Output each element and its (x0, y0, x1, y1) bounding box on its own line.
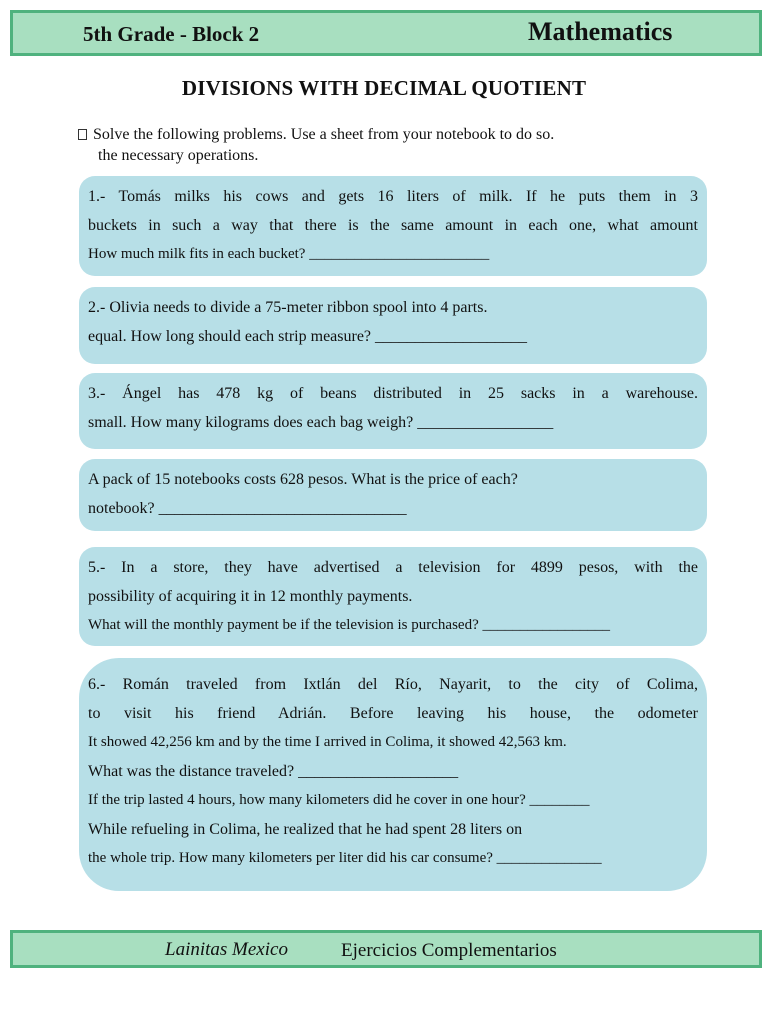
footer-series: Ejercicios Complementarios (341, 940, 557, 961)
problem-line: to visit his friend Adrián. Before leaving his house, the odometer (88, 705, 698, 722)
footer-author: Lainitas Mexico (165, 939, 288, 960)
problem-card-6 (79, 658, 707, 891)
problem-card-2 (79, 287, 707, 364)
instructions-line-1: Solve the following problems. Use a sheet from your notebook to do so. (93, 126, 555, 143)
problem-card-4 (79, 459, 707, 531)
problem-question: the whole trip. How many kilometers per liter did his car consume? ______________ (88, 850, 602, 866)
footer-band (10, 930, 762, 968)
problem-line: buckets in such a way that there is the same amount in each one, what amount (88, 217, 698, 234)
problem-line: 6.- Román traveled from Ixtlán del Río, Nayarit, to the city of Colima, (88, 676, 698, 693)
problem-line: While refueling in Colima, he realized that he had spent 28 liters on (88, 821, 523, 838)
problem-question: What will the monthly payment be if the television is purchased? _________________ (88, 617, 610, 633)
problem-question: small. How many kilograms does each bag weigh? _________________ (88, 414, 554, 431)
problem-line: possibility of acquiring it in 12 monthly payments. (88, 588, 413, 605)
instructions-line-2: the necessary operations. (98, 147, 259, 164)
problem-card-3 (79, 373, 707, 449)
problem-card-1 (79, 176, 707, 276)
problem-line: It showed 42,256 km and by the time I arrived in Colima, it showed 42,563 km. (88, 734, 567, 750)
header-band (10, 10, 762, 56)
instructions (78, 124, 554, 166)
problem-question: equal. How long should each strip measure? ___________________ (88, 328, 528, 345)
problem-line: 1.- Tomás milks his cows and gets 16 liters of milk. If he puts them in 3 (88, 188, 698, 205)
problem-question: If the trip lasted 4 hours, how many kilometers did he cover in one hour? ________ (88, 792, 590, 808)
problem-line: 3.- Ángel has 478 kg of beans distributed in 25 sacks in a warehouse. (88, 385, 698, 402)
problem-line: A pack of 15 notebooks costs 628 pesos. What is the price of each? (88, 471, 518, 488)
subject-label: Mathematics (528, 17, 673, 46)
page-title: DIVISIONS WITH DECIMAL QUOTIENT (181, 76, 587, 100)
problem-card-5 (79, 547, 707, 646)
problem-line: 5.- In a store, they have advertised a television for 4899 pesos, with the (88, 559, 698, 576)
grade-block-label: 5th Grade - Block 2 (83, 22, 260, 46)
checkbox-bullet-icon (78, 129, 87, 140)
problem-question: notebook? _______________________________ (88, 500, 407, 517)
problem-line: 2.- Olivia needs to divide a 75-meter ribbon spool into 4 parts. (88, 299, 488, 316)
problem-question: What was the distance traveled? ____________________ (88, 763, 459, 780)
problem-question: How much milk fits in each bucket? ________________________ (88, 246, 490, 262)
